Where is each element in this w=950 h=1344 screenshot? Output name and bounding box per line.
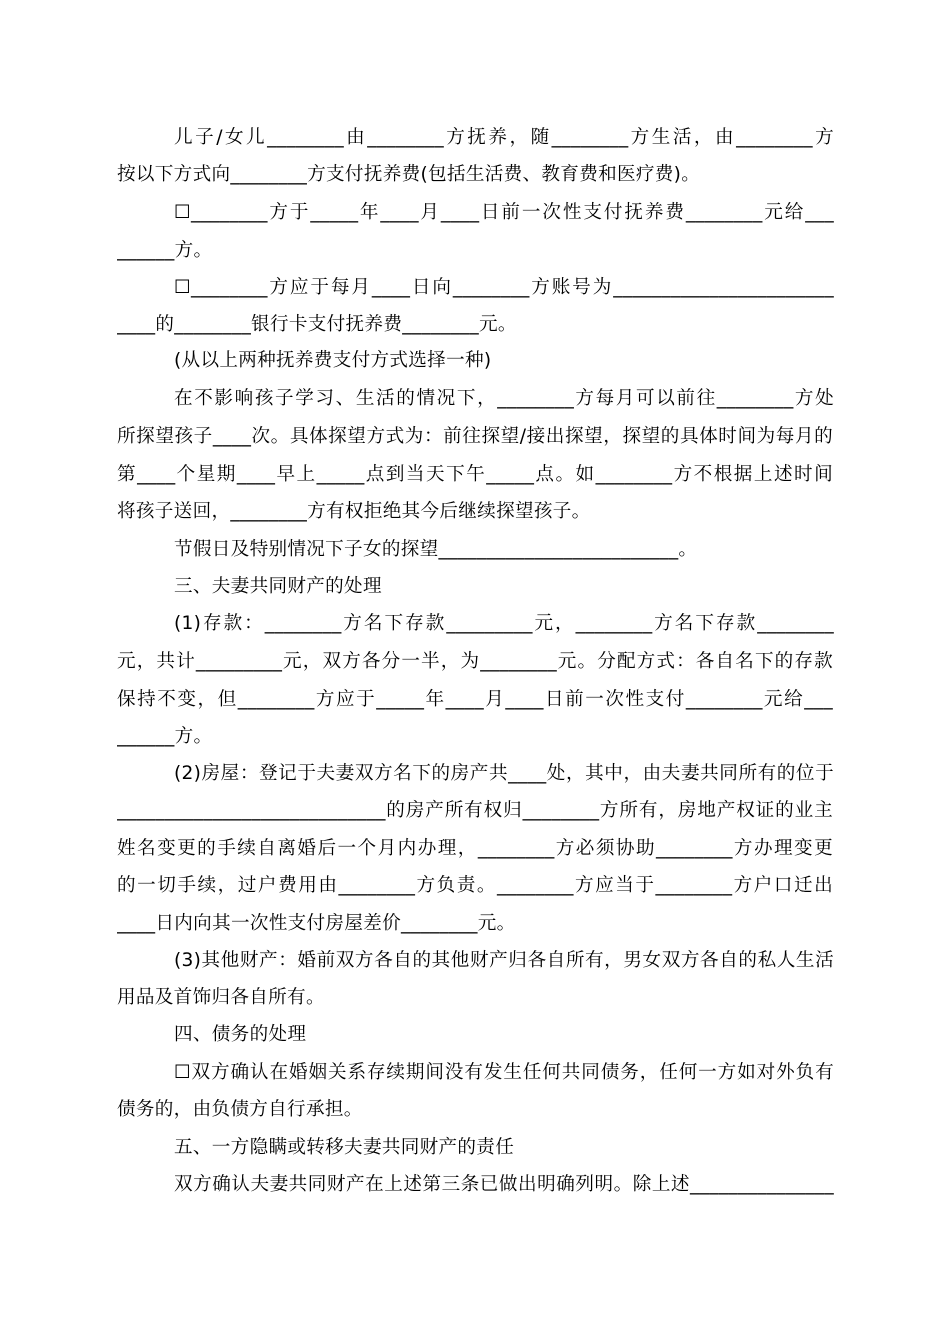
text-line: ____________________________的房产所有权归________方所有，房地产权证的业主: [117, 800, 833, 821]
text-line: 在不影响孩子学习、生活的情况下，________方每月可以前往________方处: [174, 388, 834, 409]
text-line: 节假日及特别情况下子女的探望_________________________。: [174, 539, 698, 560]
text-line: ______方。: [117, 240, 213, 261]
text-line: 按以下方式向________方支付抚养费(包括生活费、教育费和医疗费)。: [117, 164, 701, 185]
section-heading: 三、夫妻共同财产的处理: [174, 576, 382, 597]
text-line: (1)存款：________方名下存款_________元，________方名下存款________: [174, 613, 834, 634]
text-line: (3)其他财产：婚前双方各自的其他财产归各自所有，男女双方各自的私人生活: [174, 950, 834, 971]
text-line: 儿子/女儿________由________方抚养，随________方生活，由________方: [174, 127, 834, 148]
text-line: 债务的，由负债方自行承担。: [117, 1099, 363, 1120]
text-line: (从以上两种抚养费支付方式选择一种): [174, 350, 492, 371]
text-line: 双方确认夫妻共同财产在上述第三条已做出明确列明。除上述_______________: [174, 1174, 834, 1195]
text-line: 保持不变，但________方应于_____年____月____日前一次性支付________元给___: [117, 689, 833, 710]
text-line: 的一切手续，过户费用由________方负责。________方应当于________方户口迁出: [117, 875, 833, 896]
text-line: 第____个星期____早上_____点到当天下午_____点。如________方不根据上述时间: [117, 464, 833, 485]
text-line: 用品及首饰归各自所有。: [117, 987, 325, 1008]
text-line: 所探望孩子____次。具体探望方式为：前往探望/接出探望，探望的具体时间为每月的: [117, 426, 833, 447]
text-line: ____日内向其一次性支付房屋差价________元。: [117, 913, 516, 934]
section-heading: 五、一方隐瞒或转移夫妻共同财产的责任: [174, 1137, 515, 1158]
text-line: ______方。: [117, 726, 213, 747]
text-line: 将孩子送回，________方有权拒绝其今后继续探望孩子。: [117, 501, 591, 522]
text-line: ____的________银行卡支付抚养费________元。: [117, 314, 517, 335]
section-heading: 四、债务的处理: [174, 1024, 307, 1045]
text-line: ☐双方确认在婚姻关系存续期间没有发生任何共同债务，任何一方如对外负有: [174, 1062, 834, 1083]
text-line: ☐________方应于每月____日向________方账号为_______________________: [174, 277, 834, 298]
text-line: ☐________方于_____年____月____日前一次性支付抚养费________元给___: [174, 202, 834, 223]
text-line: (2)房屋：登记于夫妻双方名下的房产共____处，其中，由夫妻共同所有的位于: [174, 763, 834, 784]
text-line: 姓名变更的手续自离婚后一个月内办理，________方必须协助________方办理变更: [117, 838, 833, 859]
text-line: 元，共计_________元，双方各分一半，为________元。分配方式：各自名下的存款: [117, 651, 833, 672]
